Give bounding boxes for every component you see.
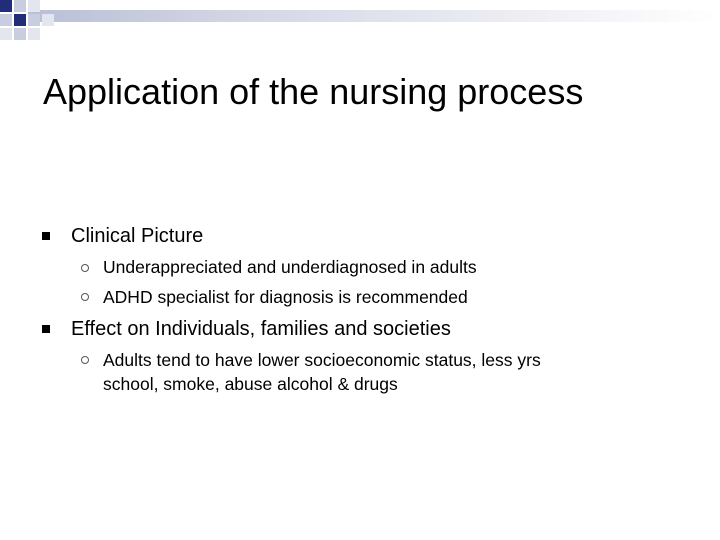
bullet-clinical-picture: Clinical Picture [71,225,204,247]
bullet-effect-on-individuals: Effect on Individuals, families and societies [71,318,451,340]
square-bullet-icon [42,325,50,333]
ring-bullet-icon [81,356,89,364]
ring-bullet-icon [81,264,89,272]
sub-bullet-underappreciated: Underappreciated and underdiagnosed in adults [103,257,477,277]
corner-grid-decoration [0,0,720,48]
ring-bullet-icon [81,293,89,301]
sub-bullet-adults-line-2: school, smoke, abuse alcohol & drugs [103,374,398,394]
square-bullet-icon [42,232,50,240]
sub-bullet-adhd-specialist: ADHD specialist for diagnosis is recommended [103,287,468,307]
slide-title: Application of the nursing process [43,71,584,112]
sub-bullet-adults-line-1: Adults tend to have lower socioeconomic status, less yrs [103,350,541,370]
